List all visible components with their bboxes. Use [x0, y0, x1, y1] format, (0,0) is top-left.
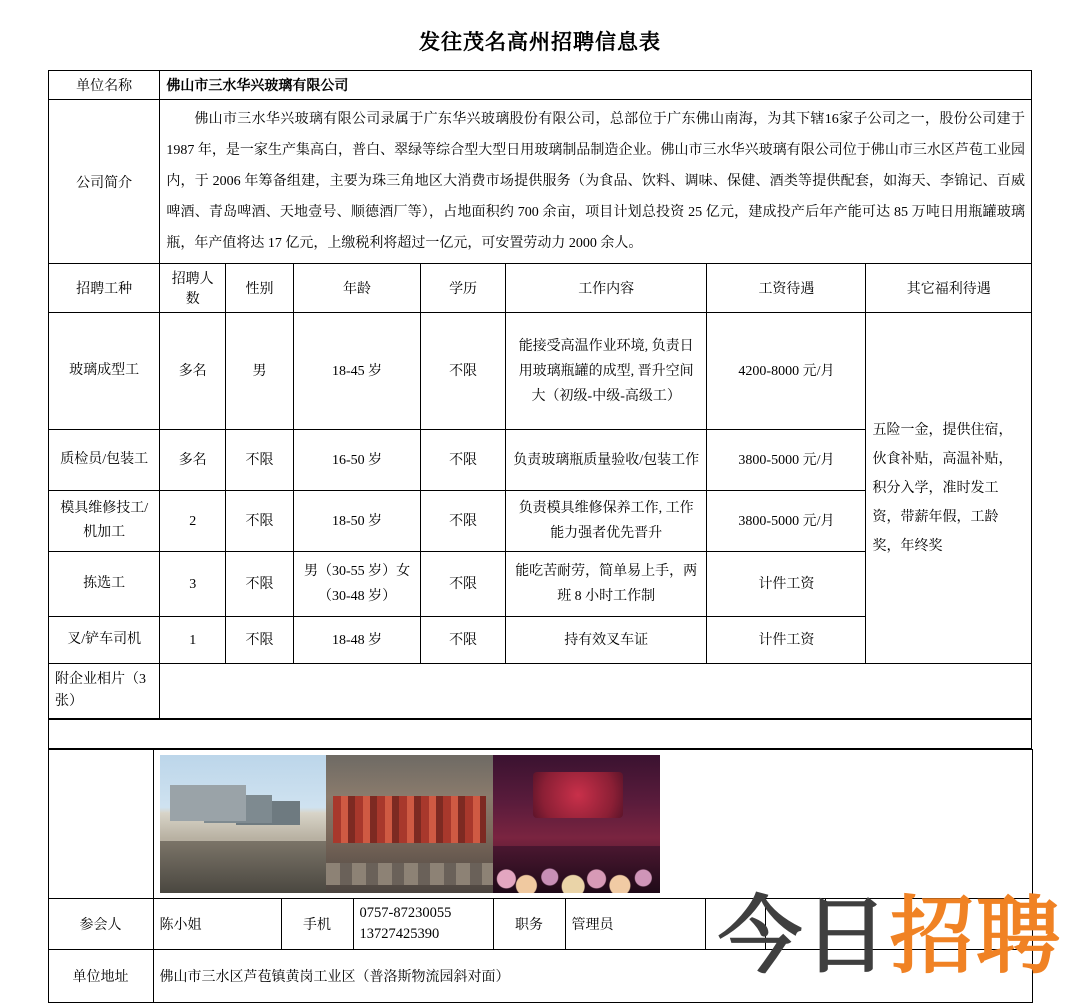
company-name-value: 佛山市三水华兴玻璃有限公司 [160, 71, 1032, 100]
position-value: 管理员 [565, 899, 705, 950]
footer-blank-3 [825, 899, 1032, 950]
job-content-4: 能吃苦耐劳，简单易上手，两班 8 小时工作制 [505, 552, 706, 617]
header-content: 工作内容 [505, 264, 706, 313]
photos-label: 附企业相片（3张） [49, 664, 160, 719]
annual-party-photo [493, 755, 660, 893]
job-education-2: 不限 [421, 430, 506, 491]
job-gender-2: 不限 [226, 430, 294, 491]
job-count-3: 2 [160, 491, 226, 552]
job-education-5: 不限 [421, 617, 506, 664]
job-content-5: 持有效叉车证 [505, 617, 706, 664]
benefits-cell: 五险一金，提供住宿，伙食补贴，高温补贴，积分入学，准时发工资，带薪年假，工龄奖，年终奖 [866, 313, 1032, 664]
job-count-4: 3 [160, 552, 226, 617]
company-intro-text: 佛山市三水华兴玻璃有限公司录属于广东华兴玻璃股份有限公司，总部位于广东佛山南海，为其下辖16家子公司之一，股份公司建于 1987 年，是一家生产集高白，普白、翠绿等综合型大型日用玻璃制品制造企业。佛山市三水华兴玻璃有限公司位于佛山市三水区芦苞工业园内，于 2006 年筹备组建，主要为珠三角地区大消费市场提供服务（为食品、饮料、调味、保健、酒类等提供配套，如海天、李锦记、百威啤酒、青岛啤酒、天地壹号、顺德酒厂等），占地面积约 700 余亩，项目计划总投资 25 亿元，建成投产后年产能可达 85 万吨日用瓶罐玻璃瓶，年产值将达 17 亿元，上缴税利将超过一亿元，可安置劳动力 2000 余人。 [160, 100, 1032, 264]
footer-table [48, 749, 1033, 1003]
job-salary-1: 4200-8000 元/月 [707, 313, 866, 430]
job-name-5: 叉/铲车司机 [49, 617, 160, 664]
address-value: 佛山市三水区芦苞镇黄岗工业区（普洛斯物流园斜对面） [153, 950, 1032, 1003]
production-line-photo [326, 755, 493, 893]
job-name-3: 模具维修技工/机加工 [49, 491, 160, 552]
header-job: 招聘工种 [49, 264, 160, 313]
job-age-2: 16-50 岁 [293, 430, 420, 491]
job-count-2: 多名 [160, 430, 226, 491]
job-content-2: 负责玻璃瓶质量验收/包装工作 [505, 430, 706, 491]
job-age-5: 18-48 岁 [293, 617, 420, 664]
watermark-text-accent: 招聘 [889, 887, 1062, 985]
table-row-company-name [49, 71, 1032, 100]
job-name-2: 质检员/包装工 [49, 430, 160, 491]
attendee-value: 陈小姐 [153, 899, 281, 950]
job-content-3: 负责模具维修保养工作, 工作能力强者优先晋升 [505, 491, 706, 552]
phone-label: 手机 [281, 899, 353, 950]
table-header-row [49, 264, 1032, 313]
job-name-1: 玻璃成型工 [49, 313, 160, 430]
job-age-3: 18-50 岁 [293, 491, 420, 552]
factory-exterior-photo [160, 755, 327, 893]
job-content-1: 能接受高温作业环境, 负责日用玻璃瓶罐的成型, 晋升空间大（初级-中级-高级工） [505, 313, 706, 430]
footer-row-contact [48, 899, 1032, 950]
job-gender-3: 不限 [226, 491, 294, 552]
header-benefits: 其它福利待遇 [866, 264, 1032, 313]
job-gender-1: 男 [226, 313, 294, 430]
header-count: 招聘人数 [160, 264, 226, 313]
job-name-4: 拣选工 [49, 552, 160, 617]
job-salary-5: 计件工资 [707, 617, 866, 664]
footer-row-address [48, 950, 1032, 1003]
job-gender-4: 不限 [226, 552, 294, 617]
footer-blank-2 [765, 899, 825, 950]
attendee-label: 参会人 [48, 899, 153, 950]
header-education: 学历 [421, 264, 506, 313]
footer-row-photos [48, 750, 1032, 899]
table-spacer [48, 719, 1032, 749]
header-salary: 工资待遇 [707, 264, 866, 313]
job-count-1: 多名 [160, 313, 226, 430]
phone-value-line1: 0757-87230055 [359, 905, 452, 921]
header-gender: 性别 [226, 264, 294, 313]
footer-blank-1 [705, 899, 765, 950]
header-age: 年龄 [293, 264, 420, 313]
recruitment-info-table [48, 70, 1032, 719]
photos-blank-cell [48, 750, 153, 899]
page-title: 发往茂名高州招聘信息表 [419, 30, 661, 54]
address-label: 单位地址 [48, 950, 153, 1003]
job-education-3: 不限 [421, 491, 506, 552]
position-label: 职务 [493, 899, 565, 950]
table-row-job-1 [49, 313, 1032, 430]
job-education-4: 不限 [421, 552, 506, 617]
table-row-company-intro [49, 100, 1032, 264]
company-intro-label: 公司简介 [49, 100, 160, 264]
job-count-5: 1 [160, 617, 226, 664]
table-row-photos-note [49, 664, 1032, 719]
watermark-text-dark: 今日 [717, 887, 890, 985]
job-gender-5: 不限 [226, 617, 294, 664]
job-salary-3: 3800-5000 元/月 [707, 491, 866, 552]
phone-value-line2: 13727425390 [359, 926, 440, 942]
spacer-cell [49, 720, 1032, 749]
job-education-1: 不限 [421, 313, 506, 430]
phone-value [353, 899, 493, 950]
photos-note-empty [160, 664, 1032, 719]
job-salary-2: 3800-5000 元/月 [707, 430, 866, 491]
company-name-label: 单位名称 [49, 71, 160, 100]
job-age-4: 男（30-55 岁）女（30-48 岁） [293, 552, 420, 617]
job-salary-4: 计件工资 [707, 552, 866, 617]
job-age-1: 18-45 岁 [293, 313, 420, 430]
company-photos-cell [153, 750, 1032, 899]
